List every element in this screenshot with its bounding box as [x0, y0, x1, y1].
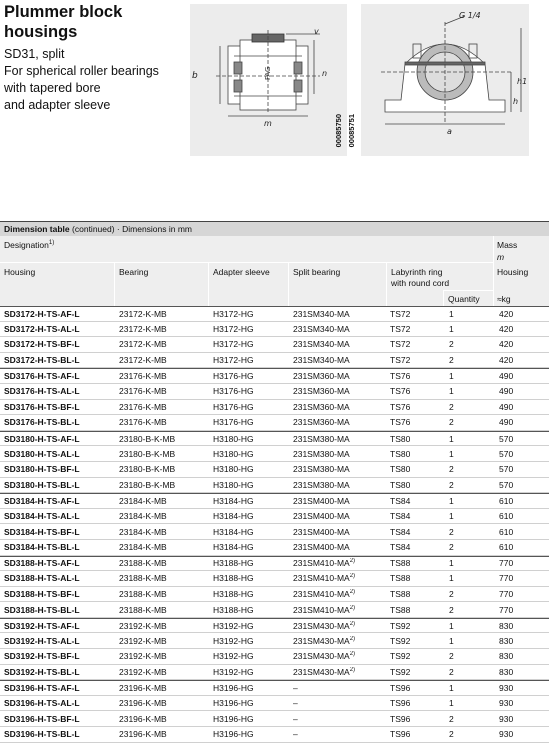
quantity-cell: 1 [449, 573, 454, 584]
footnote-marker: 2) [349, 589, 356, 596]
mass-cell: 770 [499, 604, 514, 615]
labyrinth-cell: TS84 [390, 542, 411, 553]
housing-cell: SD3188-H-TS-AF-L [4, 558, 80, 569]
split-bearing-cell: – [293, 713, 298, 724]
split-bearing-cell: 231SM360-MA [293, 371, 350, 382]
labyrinth-cell: TS88 [390, 558, 411, 569]
labyrinth-cell: TS96 [390, 683, 411, 694]
bearing-cell: 23188-K-MB [119, 558, 167, 569]
split-bearing-cell: 231SM380-MA [293, 464, 350, 475]
housing-cell: SD3172-H-TS-AL-L [4, 323, 80, 334]
labyrinth-cell: TS80 [390, 464, 411, 475]
table-row [0, 665, 549, 681]
adapter-cell: H3188-HG [213, 558, 254, 569]
quantity-cell: 1 [449, 386, 454, 397]
bearing-cell: 23188-K-MB [119, 573, 167, 584]
bearing-cell: 23184-K-MB [119, 526, 167, 537]
split-bearing-cell: 231SM430-MA$^{2)}$ [293, 666, 356, 677]
adapter-cell: H3180-HG [213, 433, 254, 444]
housing-cell: SD3196-H-TS-AF-L [4, 683, 80, 694]
quantity-cell: 1 [449, 433, 454, 444]
housing-cell: SD3172-H-TS-AF-L [4, 308, 80, 319]
title-line-1: Plummer block [4, 3, 123, 21]
labyrinth-cell: TS80 [390, 479, 411, 490]
split-bearing-cell: 231SM430-MA$^{2)}$ [293, 635, 356, 646]
mass-cell: 490 [499, 386, 514, 397]
table-row [0, 431, 549, 447]
table-row [0, 478, 549, 494]
split-bearing-cell: – [293, 729, 298, 740]
housing-cell: SD3196-H-TS-AL-L [4, 698, 80, 709]
housing-cell: SD3196-H-TS-BF-L [4, 713, 80, 724]
quantity-cell: 2 [449, 355, 454, 366]
bearing-cell: 23180-B-K-MB [119, 433, 176, 444]
mass-cell: 770 [499, 573, 514, 584]
quantity-cell: 2 [449, 417, 454, 428]
figure-id: 00085751 [347, 114, 356, 148]
mass-cell: 420 [499, 323, 514, 334]
bearing-header: Bearing [119, 267, 149, 277]
mass-cell: 830 [499, 635, 514, 646]
bearing-cell: 23192-K-MB [119, 635, 167, 646]
bearing-cell: 23180-B-K-MB [119, 448, 176, 459]
title-line-2: housings [4, 23, 78, 41]
quantity-cell: 1 [449, 683, 454, 694]
split-bearing-cell: 231SM360-MA [293, 386, 350, 397]
housing-cell: SD3176-H-TS-AL-L [4, 386, 80, 397]
mass-cell: 570 [499, 433, 514, 444]
bearing-cell: 23172-K-MB [119, 308, 167, 319]
split-bearing-cell: – [293, 698, 298, 709]
figure-id: 00085750 [334, 114, 343, 148]
mass-cell: 930 [499, 698, 514, 709]
housing-cell: SD3184-H-TS-BL-L [4, 542, 80, 553]
adapter-cell: H3176-HG [213, 417, 254, 428]
footnote-marker: 2) [349, 573, 356, 580]
split-bearing-cell: 231SM340-MA [293, 355, 350, 366]
adapter-cell: H3172-HG [213, 339, 254, 350]
housing-side-drawing [190, 4, 347, 156]
adapter-cell: H3176-HG [213, 401, 254, 412]
table-row [0, 353, 549, 369]
bearing-cell: 23184-K-MB [119, 495, 167, 506]
table-row [0, 306, 549, 322]
dim-h-label: h [513, 97, 519, 106]
split-bearing-cell: 231SM410-MA$^{2)}$ [293, 588, 356, 599]
quantity-header: Quantity [448, 294, 480, 304]
table-row [0, 540, 549, 556]
adapter-cell: H3196-HG [213, 698, 254, 709]
mass-cell: 570 [499, 464, 514, 475]
subtitle-line: with tapered bore [4, 81, 101, 95]
quantity-cell: 2 [449, 588, 454, 599]
adapter-cell: H3196-HG [213, 729, 254, 740]
bearing-cell: 23172-K-MB [119, 339, 167, 350]
subtitle-line: SD31, split [4, 47, 65, 61]
mass-cell: 570 [499, 479, 514, 490]
mass-cell: 830 [499, 651, 514, 662]
footnote-marker: 2) [349, 651, 356, 658]
quantity-cell: 1 [449, 495, 454, 506]
quantity-cell: 2 [449, 542, 454, 553]
mass-cell: 420 [499, 308, 514, 319]
split-bearing-cell: 231SM410-MA$^{2)}$ [293, 604, 356, 615]
labyrinth-cell: TS92 [390, 635, 411, 646]
labyrinth-cell: TS72 [390, 339, 411, 350]
housing-cell: SD3184-H-TS-BF-L [4, 526, 80, 537]
housing-cell: SD3192-H-TS-BF-L [4, 651, 80, 662]
table-row [0, 446, 549, 462]
dimension-table [0, 221, 549, 743]
quantity-cell: 1 [449, 698, 454, 709]
quantity-cell: 2 [449, 713, 454, 724]
split-bearing-cell: 231SM360-MA [293, 417, 350, 428]
mass-cell: 770 [499, 588, 514, 599]
footnote-marker: 2) [349, 667, 356, 674]
quantity-cell: 1 [449, 620, 454, 631]
split-bearing-cell: 231SM380-MA [293, 433, 350, 444]
split-bearing-cell: 231SM430-MA$^{2)}$ [293, 651, 356, 662]
subtitle-line: For spherical roller bearings [4, 64, 159, 78]
labyrinth-cell: TS80 [390, 433, 411, 444]
quantity-cell: 2 [449, 666, 454, 677]
mass-cell: 930 [499, 683, 514, 694]
labyrinth-cell: TS84 [390, 526, 411, 537]
mass-cell: 610 [499, 495, 514, 506]
labyrinth-cell: TS84 [390, 511, 411, 522]
bearing-cell: 23180-B-K-MB [119, 479, 176, 490]
table-row [0, 509, 549, 525]
mass-symbol: m [497, 252, 505, 262]
dim-n-label: n [322, 69, 328, 78]
bearing-cell: 23196-K-MB [119, 713, 167, 724]
mass-cell: 930 [499, 713, 514, 724]
adapter-cell: H3184-HG [213, 495, 254, 506]
adapter-cell: H3180-HG [213, 448, 254, 459]
adapter-cell: H3188-HG [213, 604, 254, 615]
adapter-cell: H3172-HG [213, 323, 254, 334]
housing-header: Housing [4, 267, 36, 277]
labyrinth-header-2: with round cord [391, 278, 450, 288]
mass-cell: 490 [499, 401, 514, 412]
quantity-cell: 1 [449, 558, 454, 569]
housing-cell: SD3192-H-TS-BL-L [4, 666, 80, 677]
quantity-cell: 2 [449, 479, 454, 490]
subtitle-line: and adapter sleeve [4, 98, 111, 112]
housing-cell: SD3184-H-TS-AL-L [4, 511, 80, 522]
adapter-cell: H3188-HG [213, 588, 254, 599]
labyrinth-cell: TS76 [390, 417, 411, 428]
table-row [0, 415, 549, 431]
split-bearing-cell: 231SM400-MA [293, 495, 350, 506]
mass-cell: 830 [499, 666, 514, 677]
dim-a-label: a [447, 127, 452, 136]
footnote-marker: 2) [349, 635, 356, 642]
labyrinth-cell: TS76 [390, 401, 411, 412]
labyrinth-cell: TS88 [390, 573, 411, 584]
mass-cell: 930 [499, 729, 514, 740]
adapter-cell: H3192-HG [213, 620, 254, 631]
bearing-cell: 23184-K-MB [119, 542, 167, 553]
mass-cell: 610 [499, 511, 514, 522]
quantity-cell: 1 [449, 635, 454, 646]
split-bearing-cell: 231SM430-MA$^{2)}$ [293, 620, 356, 631]
split-bearing-cell: 231SM400-MA [293, 526, 350, 537]
labyrinth-cell: TS88 [390, 588, 411, 599]
quantity-cell: 2 [449, 464, 454, 475]
table-row [0, 493, 549, 509]
dim-b-label: b [192, 71, 198, 81]
adapter-cell: H3192-HG [213, 635, 254, 646]
bearing-cell: 23188-K-MB [119, 588, 167, 599]
housing-cell: SD3172-H-TS-BF-L [4, 339, 80, 350]
labyrinth-cell: TS72 [390, 355, 411, 366]
split-bearing-cell: 231SM410-MA$^{2)}$ [293, 573, 356, 584]
housing-cell: SD3180-H-TS-BL-L [4, 479, 80, 490]
labyrinth-cell: TS88 [390, 604, 411, 615]
split-bearing-cell: 231SM340-MA [293, 323, 350, 334]
table-row [0, 711, 549, 727]
footnote-marker: 2) [349, 558, 356, 565]
mass-header: Mass [497, 240, 518, 250]
table-row [0, 384, 549, 400]
mass-cell: 830 [499, 620, 514, 631]
table-row [0, 633, 549, 649]
quantity-cell: 2 [449, 651, 454, 662]
adapter-cell: H3184-HG [213, 526, 254, 537]
table-row [0, 400, 549, 416]
mass-cell: 420 [499, 355, 514, 366]
adapter-cell: H3180-HG [213, 479, 254, 490]
table-row [0, 524, 549, 540]
split-bearing-cell: 231SM360-MA [293, 401, 350, 412]
table-row [0, 571, 549, 587]
housing-cell: SD3172-H-TS-BL-L [4, 355, 80, 366]
adapter-header: Adapter sleeve [213, 267, 270, 277]
split-bearing-cell: 231SM380-MA [293, 479, 350, 490]
mass-cell: 570 [499, 448, 514, 459]
split-bearing-cell: 231SM340-MA [293, 339, 350, 350]
labyrinth-cell: TS80 [390, 448, 411, 459]
mass-cell: 420 [499, 339, 514, 350]
split-bearing-cell: 231SM380-MA [293, 448, 350, 459]
table-row [0, 556, 549, 572]
housing-cell: SD3188-H-TS-BF-L [4, 588, 80, 599]
housing-cell: SD3196-H-TS-BL-L [4, 729, 80, 740]
bearing-cell: 23180-B-K-MB [119, 464, 176, 475]
bearing-cell: 23192-K-MB [119, 651, 167, 662]
bearing-cell: 23196-K-MB [119, 729, 167, 740]
labyrinth-cell: TS96 [390, 729, 411, 740]
labyrinth-cell: TS76 [390, 386, 411, 397]
adapter-cell: H3196-HG [213, 713, 254, 724]
dim-v-label: v [314, 27, 319, 36]
table-row [0, 337, 549, 353]
table-row [0, 587, 549, 603]
quantity-cell: 2 [449, 604, 454, 615]
split-header: Split bearing [293, 267, 341, 277]
table-row [0, 462, 549, 478]
mass-cell: 610 [499, 526, 514, 537]
bearing-cell: 23192-K-MB [119, 620, 167, 631]
mass-cell: 490 [499, 417, 514, 428]
labyrinth-cell: TS92 [390, 651, 411, 662]
table-row [0, 696, 549, 712]
subtitle [4, 46, 159, 114]
quantity-cell: 2 [449, 526, 454, 537]
quantity-cell: 1 [449, 323, 454, 334]
labyrinth-cell: TS84 [390, 495, 411, 506]
quantity-cell: 1 [449, 511, 454, 522]
table-row [0, 322, 549, 338]
kg-header: ≈kg [497, 294, 511, 304]
split-bearing-cell: 231SM340-MA [293, 308, 350, 319]
svg-text:FAG: FAG [264, 66, 272, 80]
quantity-cell: 2 [449, 339, 454, 350]
housing-cell: SD3188-H-TS-BL-L [4, 604, 80, 615]
page-title [4, 2, 122, 42]
table-row [0, 727, 549, 743]
housing-cell: SD3180-H-TS-BF-L [4, 464, 80, 475]
table-row [0, 618, 549, 634]
split-bearing-cell: – [293, 683, 298, 694]
split-bearing-cell: 231SM400-MA [293, 542, 350, 553]
footnote-marker: 2) [349, 604, 356, 611]
housing-cell: SD3192-H-TS-AL-L [4, 635, 80, 646]
dim-m-label: m [264, 119, 272, 128]
bearing-cell: 23176-K-MB [119, 386, 167, 397]
adapter-cell: H3172-HG [213, 355, 254, 366]
adapter-cell: H3196-HG [213, 683, 254, 694]
table-caption: Dimension table (continued) · Dimensions in mm [0, 221, 549, 236]
mass-cell: 610 [499, 542, 514, 553]
footnote-marker: 2) [349, 620, 356, 627]
adapter-cell: H3192-HG [213, 666, 254, 677]
quantity-cell: 2 [449, 401, 454, 412]
dim-g-label: G 1/4 [459, 11, 481, 20]
table-header [0, 236, 549, 306]
quantity-cell: 1 [449, 448, 454, 459]
table-row [0, 368, 549, 384]
adapter-cell: H3180-HG [213, 464, 254, 475]
bearing-cell: 23196-K-MB [119, 683, 167, 694]
bearing-cell: 23176-K-MB [119, 371, 167, 382]
quantity-cell: 2 [449, 729, 454, 740]
bearing-cell: 23196-K-MB [119, 698, 167, 709]
mass-cell: 770 [499, 558, 514, 569]
bearing-cell: 23192-K-MB [119, 666, 167, 677]
split-bearing-cell: 231SM400-MA [293, 511, 350, 522]
split-bearing-cell: 231SM410-MA$^{2)}$ [293, 558, 356, 569]
mass-cell: 490 [499, 371, 514, 382]
labyrinth-cell: TS92 [390, 666, 411, 677]
labyrinth-cell: TS72 [390, 308, 411, 319]
quantity-cell: 1 [449, 371, 454, 382]
labyrinth-cell: TS92 [390, 620, 411, 631]
adapter-cell: H3176-HG [213, 386, 254, 397]
housing-cell: SD3176-H-TS-AF-L [4, 371, 80, 382]
bearing-cell: 23172-K-MB [119, 323, 167, 334]
labyrinth-cell: TS72 [390, 323, 411, 334]
quantity-cell: 1 [449, 308, 454, 319]
bearing-cell: 23188-K-MB [119, 604, 167, 615]
housing-cell: SD3188-H-TS-AL-L [4, 573, 80, 584]
labyrinth-cell: TS76 [390, 371, 411, 382]
adapter-cell: H3176-HG [213, 371, 254, 382]
table-row [0, 602, 549, 618]
housing-cell: SD3180-H-TS-AL-L [4, 448, 80, 459]
housing-cell: SD3176-H-TS-BF-L [4, 401, 80, 412]
housing-front-drawing [347, 4, 529, 156]
adapter-cell: H3184-HG [213, 511, 254, 522]
labyrinth-cell: TS96 [390, 713, 411, 724]
housing-cell: SD3180-H-TS-AF-L [4, 433, 80, 444]
adapter-cell: H3184-HG [213, 542, 254, 553]
bearing-cell: 23176-K-MB [119, 417, 167, 428]
housing-mass-header: Housing [497, 267, 529, 277]
dim-h1-label: h1 [517, 77, 528, 86]
housing-cell: SD3184-H-TS-AF-L [4, 495, 80, 506]
adapter-cell: H3188-HG [213, 573, 254, 584]
table-row [0, 680, 549, 696]
table-row [0, 649, 549, 665]
labyrinth-cell: TS96 [390, 698, 411, 709]
bearing-cell: 23172-K-MB [119, 355, 167, 366]
bearing-cell: 23184-K-MB [119, 511, 167, 522]
adapter-cell: H3192-HG [213, 651, 254, 662]
bearing-cell: 23176-K-MB [119, 401, 167, 412]
adapter-cell: H3172-HG [213, 308, 254, 319]
labyrinth-header-1: Labyrinth ring [391, 267, 443, 277]
housing-cell: SD3176-H-TS-BL-L [4, 417, 80, 428]
table-body [0, 306, 549, 743]
designation-header: Designation$^{1)}$ [4, 240, 55, 250]
housing-cell: SD3192-H-TS-AF-L [4, 620, 80, 631]
